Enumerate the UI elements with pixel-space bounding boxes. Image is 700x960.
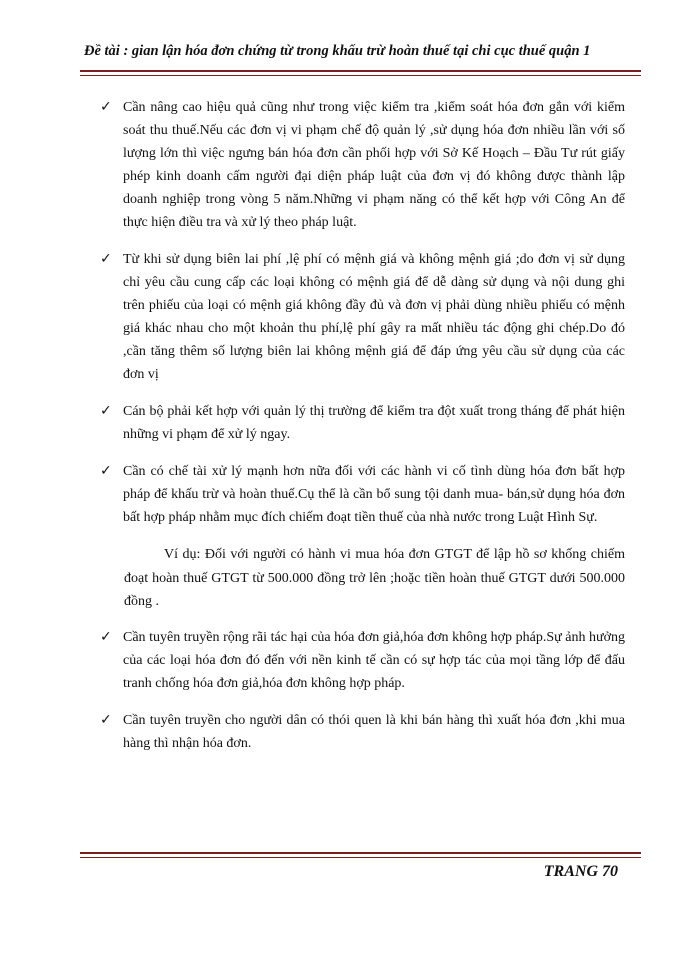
bullet-item xyxy=(100,248,625,386)
checkmark-icon: ✓ xyxy=(100,251,112,267)
checkmark-icon: ✓ xyxy=(100,403,112,419)
page-number: TRANG 70 xyxy=(543,863,618,880)
footer-divider xyxy=(80,852,641,858)
checkmark-icon: ✓ xyxy=(100,463,112,479)
bullet-item xyxy=(100,460,625,529)
example-paragraph: Ví dụ: Đối với người có hành vi mua hóa đơn GTGT để lập hồ sơ khống chiếm đoạt hoàn thuế GTGT từ 500.000 đồng trở lên ;hoặc tiền hoàn thuế GTGT dưới 500.000 đồng . xyxy=(124,547,625,609)
bullet-text: Cần tuyên truyền rộng rãi tác hại của hóa đơn giả,hóa đơn không hợp pháp.Sự ảnh hưởng của các loại hóa đơn đó đến với nền kinh tế cần có sự hợp tác của mọi tầng lớp để đấu tranh chống hóa đơn giả,hóa đơn không hợp pháp. xyxy=(123,629,625,691)
document-body xyxy=(100,96,625,769)
bullet-text: Cần nâng cao hiệu quả cũng như trong việc kiểm tra ,kiểm soát hóa đơn gắn với kiểm soát thu thuế.Nếu các đơn vị vi phạm chế độ quản lý ,sử dụng hóa đơn nhiều lần với số lượng lớn thì việc ngưng bán hóa đơn cần phối hợp với Sở Kế Hoạch – Đầu Tư rút giấy phép kinh doanh cấm người đại diện pháp luật của đơn vị đó không được thành lập doanh nghiệp trong vòng 5 năm.Những vi phạm năng có thể kết hợp với Công An để thực hiện điều tra và xử lý theo pháp luật. xyxy=(123,100,625,230)
bullet-item xyxy=(100,709,625,755)
bullet-text: Cần có chế tài xử lý mạnh hơn nữa đối với các hành vi cố tình dùng hóa đơn bất hợp pháp để khấu trừ và hoàn thuế.Cụ thể là cần bổ sung tội danh mua- bán,sử dụng hóa đơn bất hợp pháp nhằm mục đích chiếm đoạt tiền thuế của nhà nước trong Luật Hình Sự. xyxy=(123,464,625,525)
bullet-text: Cán bộ phải kết hợp với quản lý thị trường để kiểm tra đột xuất trong tháng để phát hiện những vi phạm để xử lý ngay. xyxy=(123,404,625,442)
checkmark-icon: ✓ xyxy=(100,711,112,728)
bullet-item xyxy=(100,400,625,446)
bullet-item xyxy=(100,96,625,234)
bullet-item xyxy=(100,626,625,695)
checkmark-icon: ✓ xyxy=(100,628,112,645)
checkmark-icon: ✓ xyxy=(100,99,112,115)
bullet-text: Cần tuyên truyền cho người dân có thói quen là khi bán hàng thì xuất hóa đơn ,khi mua hàng thì nhận hóa đơn. xyxy=(123,712,625,751)
bullet-text: Từ khi sử dụng biên lai phí ,lệ phí có mệnh giá và không mệnh giá ;do đơn vị sử dụng chỉ yêu cầu cung cấp các loại không có mệnh giá để dễ dàng sử dụng và nội dung ghi trên phiếu của loại có mệnh giá không đầy đủ và đơn vị phải dùng nhiều phiếu có mệnh giá khác nhau cho một khoản thu phí,lệ phí gây ra mất nhiều tác động ghi chép.Do đó ,cần tăng thêm số lượng biên lai không mệnh giá để đáp ứng yêu cầu sử dụng của các đơn vị xyxy=(123,252,625,382)
document-header-title: Đề tài : gian lận hóa đơn chứng từ trong khấu trừ hoàn thuế tại chi cục thuế quận 1 xyxy=(84,43,591,59)
header-divider xyxy=(80,70,641,76)
